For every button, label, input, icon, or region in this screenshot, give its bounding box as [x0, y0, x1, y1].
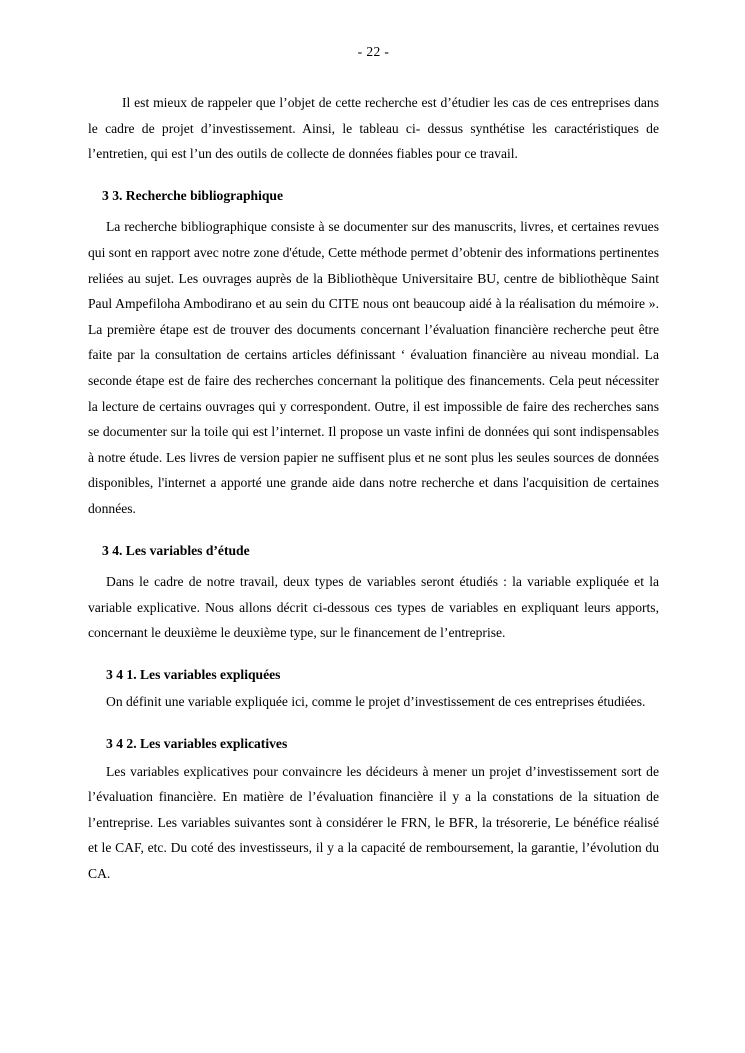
- paragraph-variables-etude: Dans le cadre de notre travail, deux types de variables seront étudiés : la variable expliquée et la variable explicative. Nous allons décrit ci-dessous ces types de variables en expliquant leurs apports, concernant le deuxième le deuxième type, sur le financement de l’entreprise.: [88, 574, 659, 641]
- heading-variables-expliquees: 3 4 1. Les variables expliquées: [106, 666, 281, 682]
- paragraph-recherche-bibliographique: La recherche bibliographique consiste à se documenter sur des manuscrits, livres, et certaines revues qui sont en rapport avec notre zone d'étude, Cette méthode permet d’obtenir des informations pertinentes reliées au sujet. Les ouvrages auprès de la Bibliothèque Universitaire BU, centre de bibliothèque Saint Paul Ampefiloha Ambodirano et au sein du CITE nous ont beaucoup aidé à la réalisation du mémoire ». La première étape est de trouver des documents concernant l’évaluation financière recherche peut être faite par la consultation de certains articles définissant ‘ évaluation financière au niveau mondial. La seconde étape est de faire des recherches concernant la politique des financements. Cela peut nécessiter la lecture de certains ouvrages qui y correspondent. Outre, il est impossible de faire des recherches sans se documenter sur la toile qui est l’internet. Il propose un vaste infini de données qui sont indispensables à notre étude. Les livres de version papier ne suffisent plus et ne sont plus les seules sources de données disponibles, l'internet a apporté une grande aide dans notre recherche et dans l'acquisition de certaines données.: [88, 219, 659, 516]
- heading-recherche-bibliographique: 3 3. Recherche bibliographique: [102, 187, 284, 203]
- paragraph-variables-explicatives: Les variables explicatives pour convaincre les décideurs à mener un projet d’investissement sort de l’évaluation financière. En matière de l’évaluation financière il y a la constations de la situation de l’entreprise. Les variables suivantes sont à considérer le FRN, le BFR, la trésorerie, Le bénéfice réalisé et le CAF, etc. Du coté des investisseurs, il y a la capacité de remboursement, la garantie, l’évolution du CA.: [88, 763, 659, 882]
- paragraph-variables-expliquees: On définit une variable expliquée ici, comme le projet d’investissement de ces entreprises étudiées.: [106, 694, 646, 710]
- heading-variables-explicatives: 3 4 2. Les variables explicatives: [106, 736, 288, 752]
- page-number: - 22 -: [357, 44, 390, 59]
- paragraph-intro: Il est mieux de rappeler que l’objet de cette recherche est d’étudier les cas de ces entreprises dans le cadre de projet d’investissement. Ainsi, le tableau ci- dessus synthétise les caractéristiques de l’entretien, qui est l’un des outils de collecte de données fiables pour ce travail.: [88, 95, 659, 162]
- heading-variables-etude: 3 4. Les variables d’étude: [102, 542, 250, 558]
